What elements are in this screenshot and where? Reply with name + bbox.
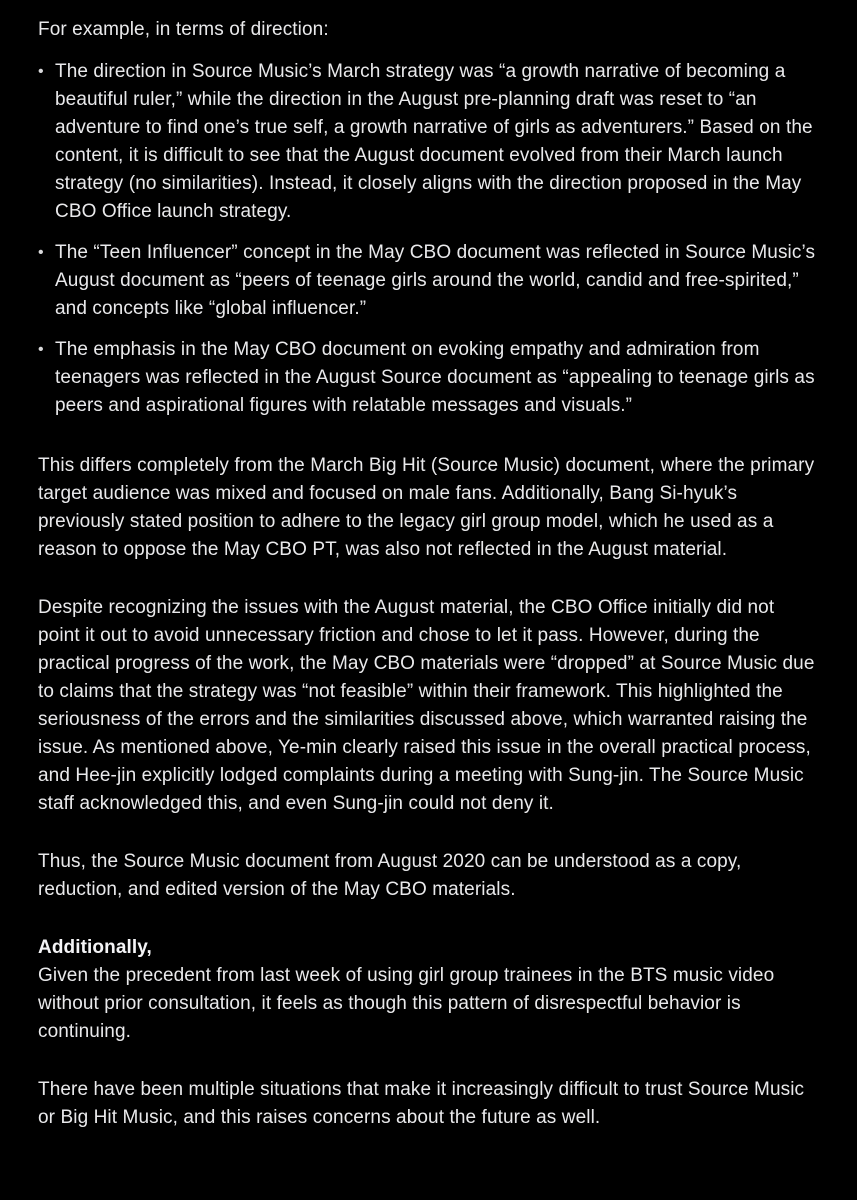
list-item — [38, 336, 817, 420]
bullet-list — [38, 58, 817, 420]
paragraph-march-comparison: This differs completely from the March Big Hit (Source Music) document, where the primary target audience was mixed and focused on male fans. Additionally, Bang Si-hyuk’s previously stated position to adhere to the legacy girl group model, which he used as a reason to oppose the May CBO PT, was also not reflected in the August material. — [38, 455, 815, 560]
paragraph-conclusion-copy: Thus, the Source Music document from August 2020 can be understood as a copy, reduction, and edited version of the May CBO materials. — [38, 851, 742, 900]
bullet-icon: • — [38, 244, 44, 261]
list-item — [38, 58, 817, 226]
bullet-text-empathy: The emphasis in the May CBO document on evoking empathy and admiration from teenagers was reflected in the August Source document as “appealing to teenage girls as peers and aspirational figures with relatable messages and visuals.” — [55, 339, 815, 416]
bullet-icon: • — [38, 63, 44, 80]
intro-paragraph: For example, in terms of direction: — [38, 19, 329, 40]
bullet-icon: • — [38, 341, 44, 358]
list-item — [38, 239, 817, 323]
bullet-text-direction: The direction in Source Music’s March strategy was “a growth narrative of becoming a beautiful ruler,” while the direction in the August pre-planning draft was reset to “an adventure to find one’s true self, a growth narrative of girls as adventurers.” Based on the content, it is difficult to see that the August document evolved from their March launch strategy (no similarities). Instead, it closely aligns with the direction proposed in the May CBO Office launch strategy. — [55, 61, 813, 222]
bullet-text-teen-influencer: The “Teen Influencer” concept in the May CBO document was reflected in Source Music’s August document as “peers of teenage girls around the world, candid and free-spirited,” and concepts like “global influencer.” — [55, 242, 816, 319]
additionally-heading: Additionally, — [38, 937, 152, 958]
paragraph-precedent: Given the precedent from last week of using girl group trainees in the BTS music video without prior consultation, it feels as though this pattern of disrespectful behavior is continuing. — [38, 965, 775, 1042]
paragraph-cbo-office-issues: Despite recognizing the issues with the August material, the CBO Office initially did not point it out to avoid unnecessary friction and chose to let it pass. However, during the practical progress of the work, the May CBO materials were “dropped” at Source Music due to claims that the strategy was “not feasible” within their framework. This highlighted the seriousness of the errors and the similarities discussed above, which warranted raising the issue. As mentioned above, Ye-min clearly raised this issue in the overall practical process, and Hee-jin explicitly lodged complaints during a meeting with Sung-jin. The Source Music staff acknowledged this, and even Sung-jin could not deny it. — [38, 597, 815, 814]
paragraph-closing-trust: There have been multiple situations that make it increasingly difficult to trust Source Music or Big Hit Music, and this raises concerns about the future as well. — [38, 1079, 805, 1128]
